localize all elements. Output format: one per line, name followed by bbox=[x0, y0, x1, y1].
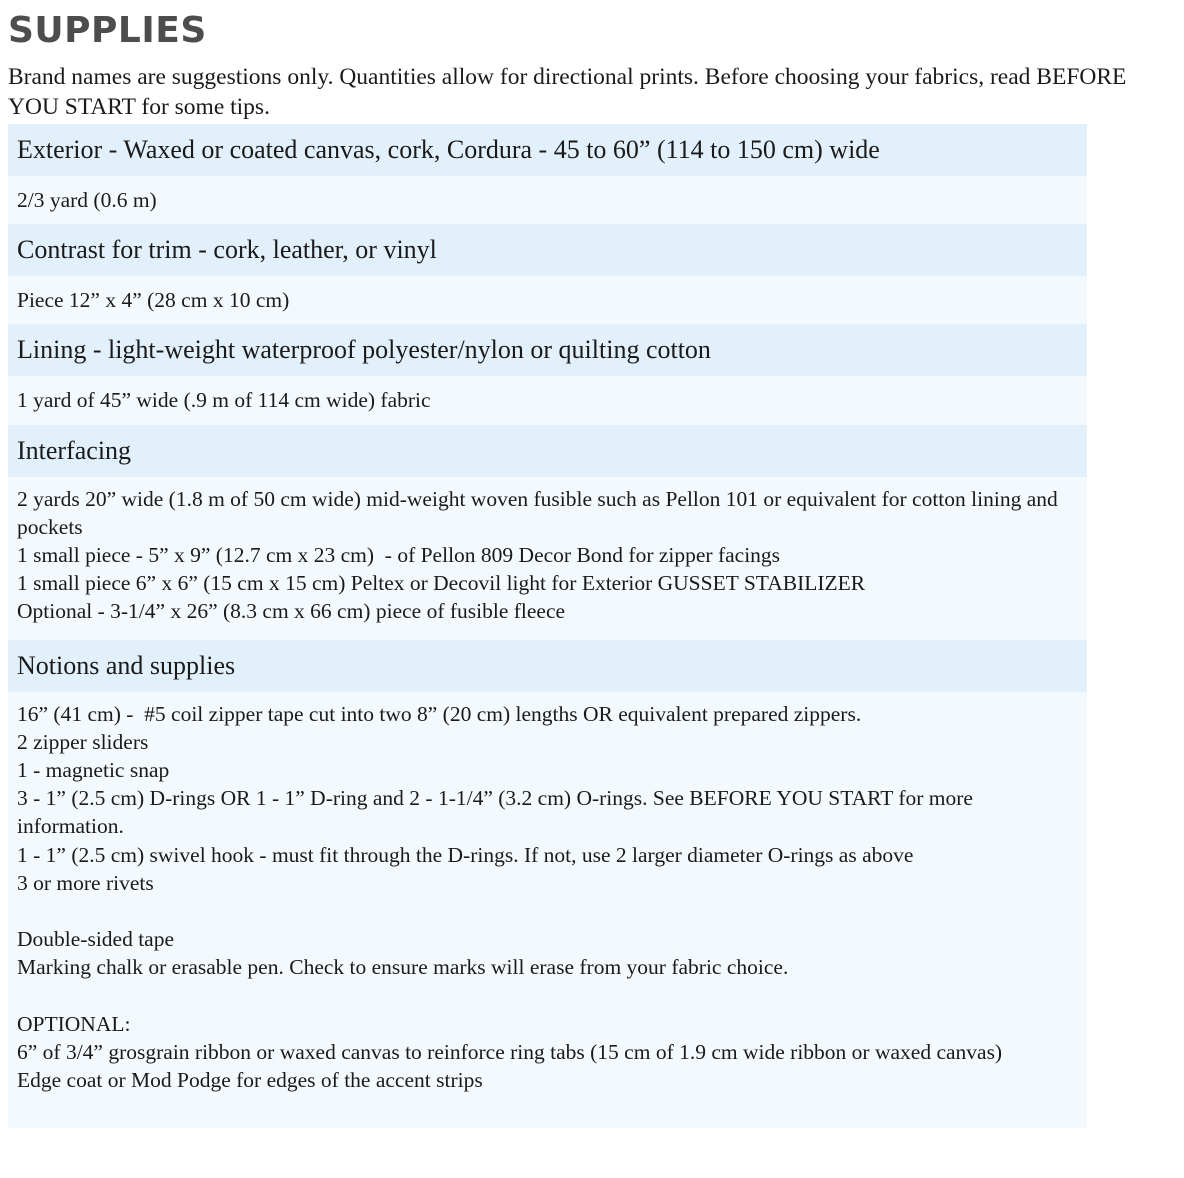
intro-text: Brand names are suggestions only. Quantities allow for directional prints. Before choosing your fabrics, read BEFORE YOU START for some tips. bbox=[8, 64, 1127, 120]
section-header-lining: Lining - light-weight waterproof polyester/nylon or quilting cotton bbox=[8, 324, 1087, 376]
section-body-interfacing: 2 yards 20” wide (1.8 m of 50 cm wide) mid-weight woven fusible such as Pellon 101 or equivalent for cotton lining and pockets 1 small piece - 5” x 9” (12.7 cm x 23 cm) - of Pellon 809 Decor Bond for zipper facings 1 small piece 6” x 6” (15 cm x 15 cm) Peltex or Decovil light for Exterior GUSSET STABILIZER Optional - 3-1/4” x 26” (8.3 cm x 66 cm) piece of fusible fleece bbox=[8, 477, 1087, 640]
supplies-page bbox=[8, 0, 1178, 1128]
section-header-contrast: Contrast for trim - cork, leather, or vinyl bbox=[8, 224, 1087, 276]
section-header-notions: Notions and supplies bbox=[8, 640, 1087, 692]
section-header-interfacing: Interfacing bbox=[8, 425, 1087, 477]
supplies-table bbox=[8, 124, 1087, 1128]
section-header-exterior: Exterior - Waxed or coated canvas, cork, Cordura - 45 to 60” (114 to 150 cm) wide bbox=[8, 124, 1087, 176]
section-body-notions: 16” (41 cm) - #5 coil zipper tape cut into two 8” (20 cm) lengths OR equivalent prepared zippers. 2 zipper sliders 1 - magnetic snap 3 - 1” (2.5 cm) D-rings OR 1 - 1” D-ring and 2 - 1-1/4” (3.2 cm) O-rings. See BEFORE YOU START for more information. 1 - 1” (2.5 cm) swivel hook - must fit through the D-rings. If not, use 2 larger diameter O-rings as above 3 or more rivets Double-sided tape Marking chalk or erasable pen. Check to ensure marks will erase from your fabric choice. OPTIONAL: 6” of 3/4” grosgrain ribbon or waxed canvas to reinforce ring tabs (15 cm of 1.9 cm wide ribbon or waxed canvas) Edge coat or Mod Podge for edges of the accent strips bbox=[8, 692, 1087, 1129]
section-body-exterior: 2/3 yard (0.6 m) bbox=[8, 176, 1087, 224]
page-title: SUPPLIES bbox=[8, 10, 207, 51]
section-body-contrast: Piece 12” x 4” (28 cm x 10 cm) bbox=[8, 276, 1087, 324]
section-body-lining: 1 yard of 45” wide (.9 m of 114 cm wide) fabric bbox=[8, 376, 1087, 424]
